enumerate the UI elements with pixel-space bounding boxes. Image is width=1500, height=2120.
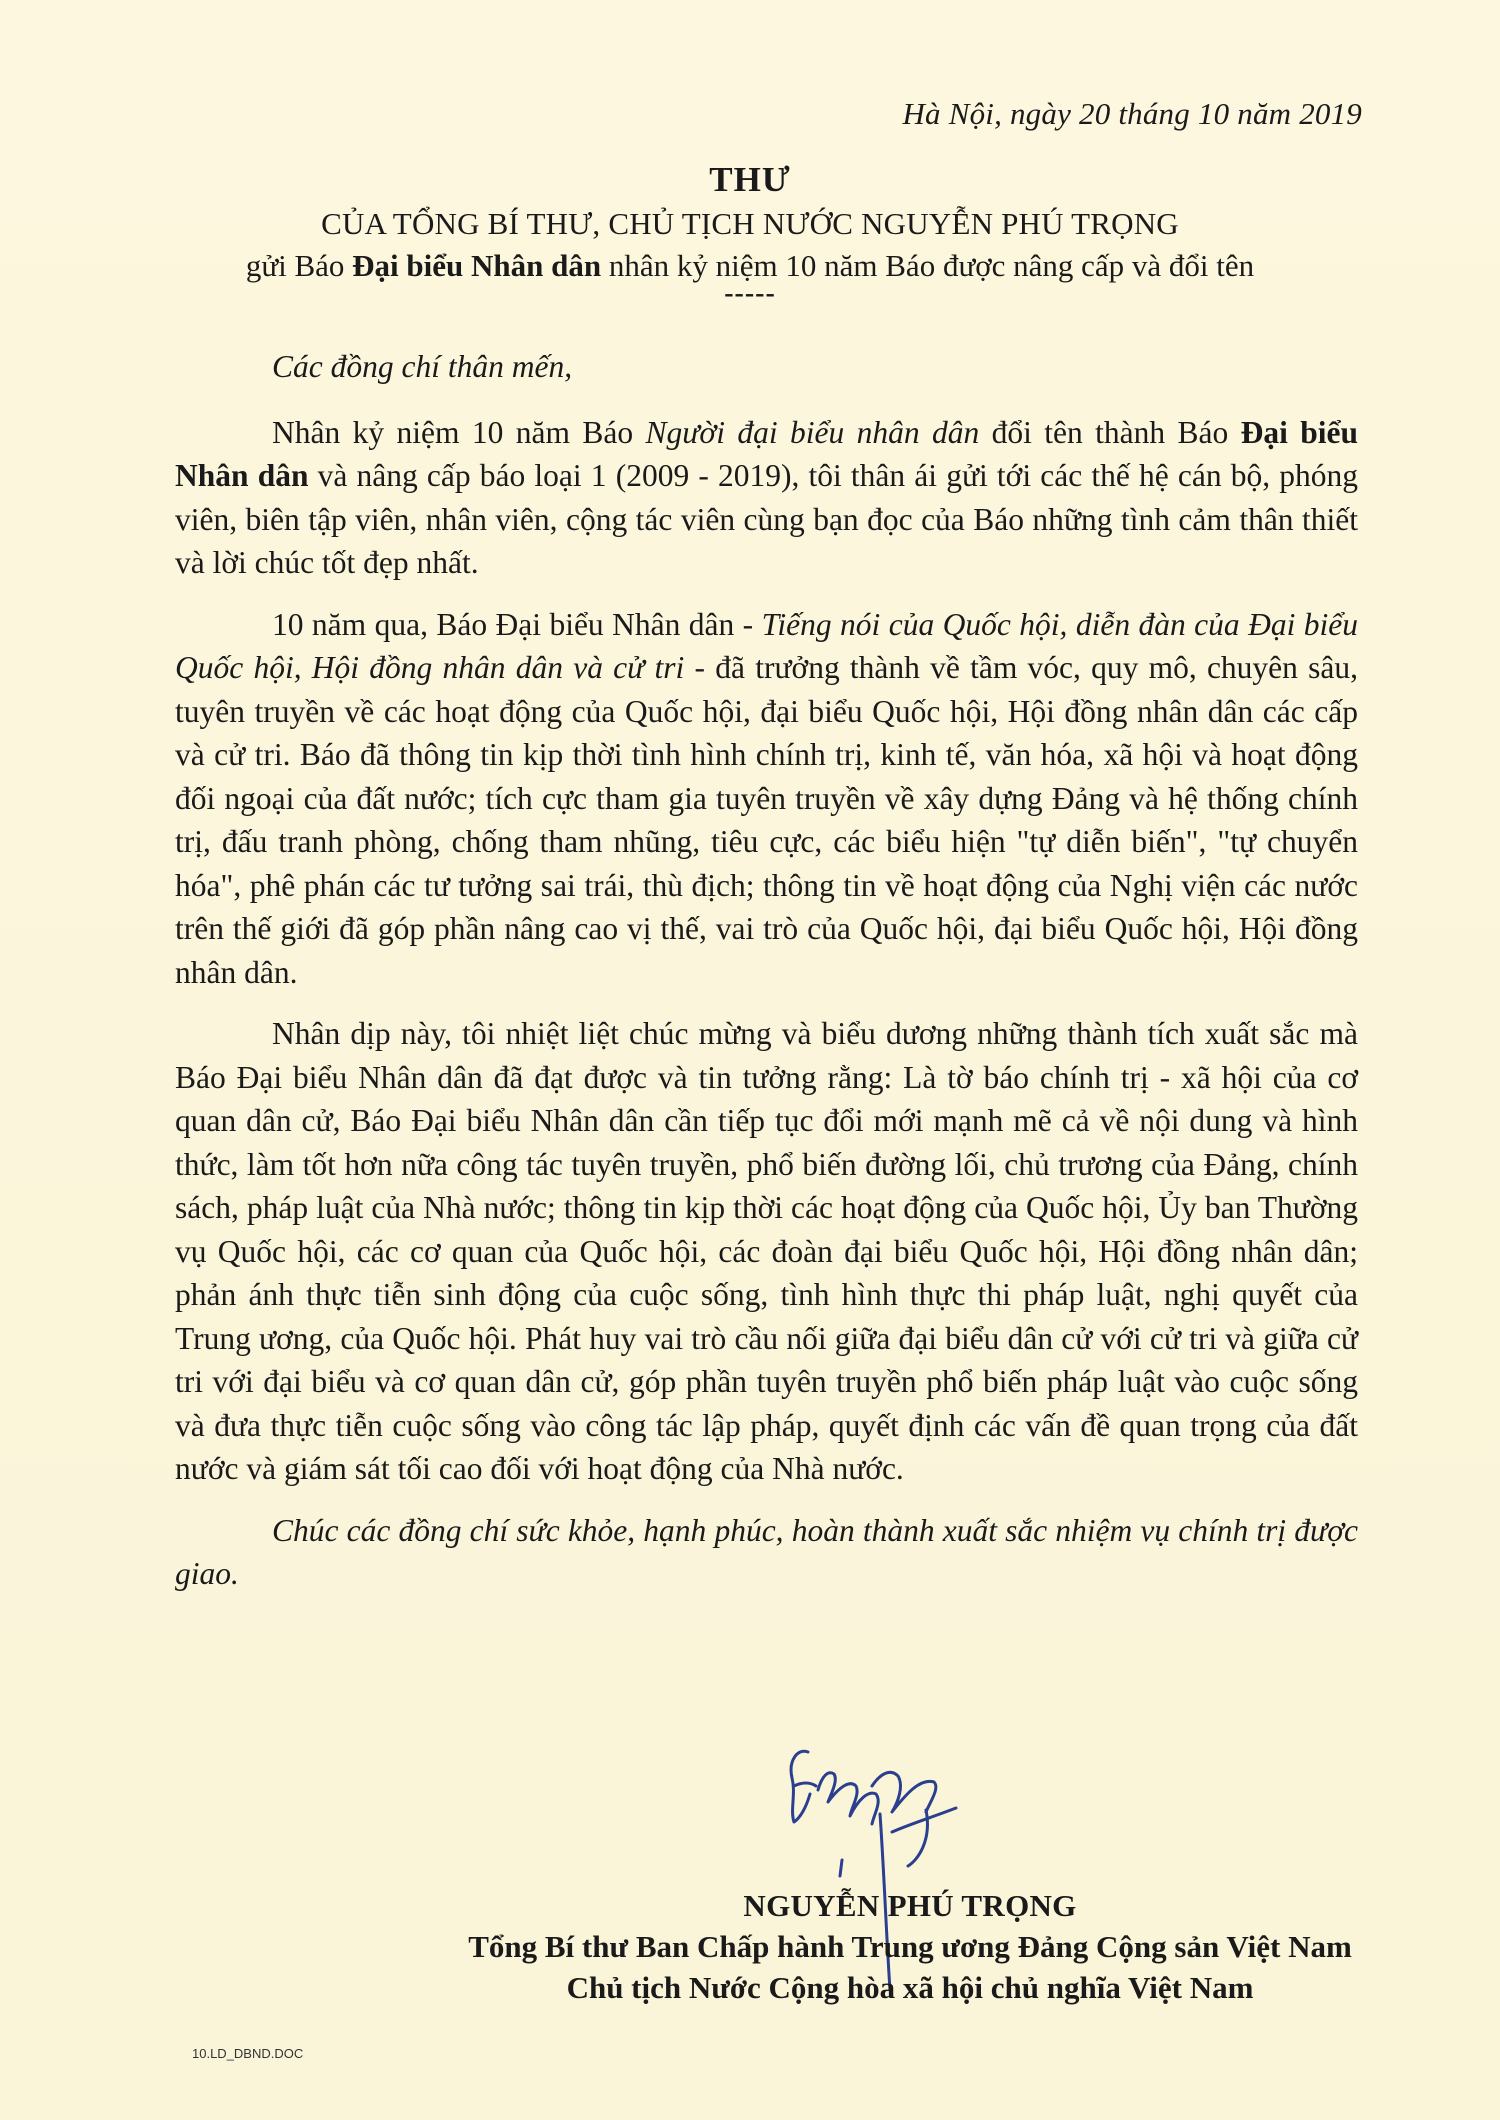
header-separator: ----- (724, 278, 776, 309)
para2-text-3: - đã trưởng thành về tầm vóc, quy mô, chuyên sâu, tuyên truyền về các hoạt động của Quốc hội, đại biểu Quốc hội, Hội đồng nhân dân các cấp và cử tri. Báo đã thông tin kịp thời tình hình chính trị, kinh tế, văn hóa, xã hội và hoạt động đối ngoại của đất nước; tích cực tham gia tuyên truyền về xây dựng Đảng và hệ thống chính trị, đấu tranh phòng, chống tham nhũng, tiêu cực, các biểu hiện "tự diễn biến", "tự chuyển hóa", phê phán các tư tưởng sai trái, thù địch; thông tin về hoạt động của Nghị viện các nước trên thế giới đã góp phần nâng cao vị thế, vai trò của Quốc hội, đại biểu Quốc hội, Hội đồng nhân dân. (175, 650, 1359, 990)
signer-title-state: Chủ tịch Nước Cộng hòa xã hội chủ nghĩa Việt Nam (566, 1970, 1254, 2005)
signer-name: NGUYỄN PHÚ TRỌNG (743, 1888, 1077, 1923)
salutation: Các đồng chí thân mến, (272, 349, 573, 384)
para1-text-1: Nhân kỷ niệm 10 năm Báo (272, 414, 646, 450)
para1-text-3: đổi tên thành Báo (979, 414, 1241, 450)
para2-text-1: 10 năm qua, Báo Đại biểu Nhân dân - (272, 606, 762, 642)
paragraph-1 (175, 411, 1358, 585)
closing-wish: Chúc các đồng chí sức khỏe, hạnh phúc, hoàn thành xuất sắc nhiệm vụ chính trị được giao. (175, 1512, 1358, 1591)
letter-header (0, 150, 1500, 310)
para1-old-name: Người đại biểu nhân dân (645, 414, 980, 450)
letter-body (175, 345, 1358, 1614)
letter-date: Hà Nội, ngày 20 tháng 10 năm 2019 (902, 96, 1362, 131)
signer-title-party: Tổng Bí thư Ban Chấp hành Trung ương Đảng Cộng sản Việt Nam (468, 1929, 1352, 1964)
paragraph-3: Nhân dịp này, tôi nhiệt liệt chúc mừng và biểu dương những thành tích xuất sắc mà Báo Đại biểu Nhân dân đã đạt được và tin tưởng rằng: Là tờ báo chính trị - xã hội của cơ quan dân cử, Báo Đại biểu Nhân dân cần tiếp tục đổi mới mạnh mẽ cả về nội dung và hình thức, làm tốt hơn nữa công tác tuyên truyền, phổ biến đường lối, chủ trương của Đảng, chính sách, pháp luật của Nhà nước; thông tin kịp thời các hoạt động của Quốc hội, Ủy ban Thường vụ Quốc hội, các cơ quan của Quốc hội, các đoàn đại biểu Quốc hội, Hội đồng nhân dân; phản ánh thực tiễn sinh động của cuộc sống, tình hình thực thi pháp luật, nghị quyết của Trung ương, của Quốc hội. Phát huy vai trò cầu nối giữa đại biểu dân cử với cử tri và giữa cử tri với đại biểu và cơ quan dân cử, góp phần tuyên truyền phổ biến pháp luật vào cuộc sống và đưa thực tiễn cuộc sống vào công tác lập pháp, quyết định các vấn đề quan trọng của đất nước và giám sát tối cao đối với hoạt động của Nhà nước. (175, 1016, 1358, 1486)
recipient-prefix: gửi Báo (245, 248, 353, 283)
document-code: 10.LD_DBND.DOC (192, 2046, 304, 2061)
recipient-newspaper: Đại biểu Nhân dân (352, 248, 602, 283)
para1-new-name: Đại biểu Nhân dân (175, 414, 1358, 493)
letter-title: THƯ (709, 160, 791, 199)
para1-text-5: và nâng cấp báo loại 1 (2009 - 2019), tôi thân ái gửi tới các thế hệ cán bộ, phóng viên, biên tập viên, nhân viên, cộng tác viên cùng bạn đọc của Báo những tình cảm thân thiết và lời chúc tốt đẹp nhất. (175, 458, 1358, 580)
letter-subtitle: CỦA TỔNG BÍ THƯ, CHỦ TỊCH NƯỚC NGUYỄN PHÚ TRỌNG (321, 206, 1179, 241)
recipient-suffix: nhân kỷ niệm 10 năm Báo được nâng cấp và đổi tên (601, 248, 1255, 283)
paragraph-2 (175, 603, 1358, 995)
para2-motto: Tiếng nói của Quốc hội, diễn đàn của Đại biểu Quốc hội, Hội đồng nhân dân và cử tri (175, 606, 1358, 685)
signer-block (290, 1885, 1500, 2008)
